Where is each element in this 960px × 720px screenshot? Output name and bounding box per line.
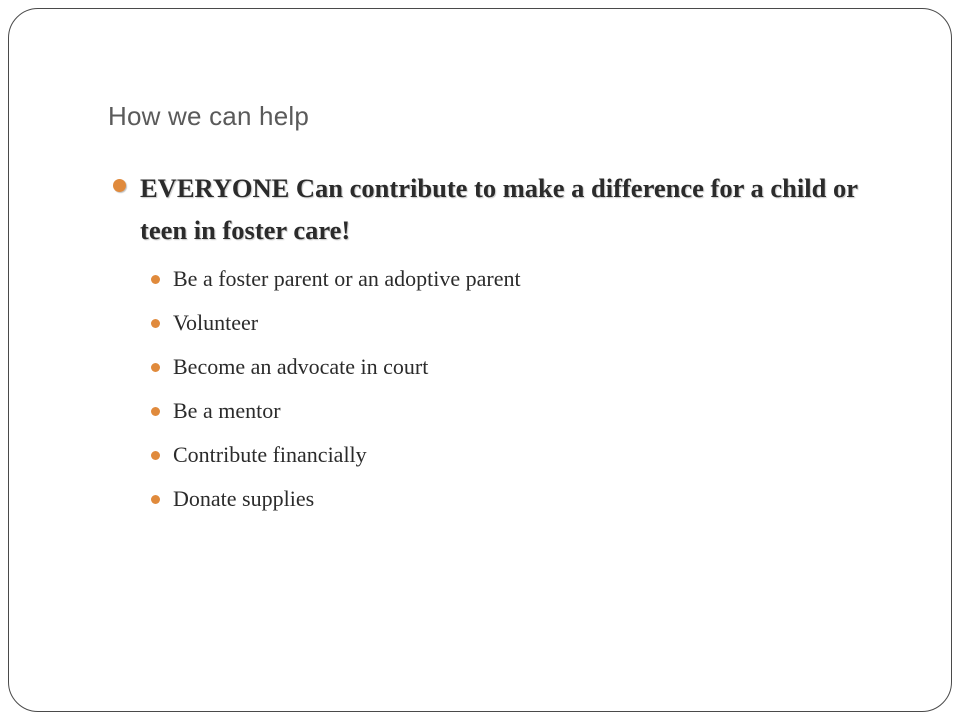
bullet-dot-icon <box>113 179 126 192</box>
bullet-dot-icon <box>151 407 160 416</box>
bullet-dot-icon <box>151 319 160 328</box>
list-item-label: Donate supplies <box>173 486 315 511</box>
slide <box>8 8 952 712</box>
bullet-dot-icon <box>151 495 160 504</box>
bullet-dot-icon <box>151 363 160 372</box>
slide-title: How we can help <box>108 101 309 131</box>
list-item-label: Be a mentor <box>173 398 281 423</box>
list-item <box>146 433 521 477</box>
list-item-label: Volunteer <box>173 310 259 335</box>
main-point-emphasis: EVERYONE <box>140 173 290 203</box>
list-item <box>146 301 521 345</box>
list-item <box>146 257 521 301</box>
main-bullet-point <box>108 167 908 251</box>
bullet-dot-icon <box>151 451 160 460</box>
list-item <box>146 477 521 521</box>
list-item-label: Become an advocate in court <box>173 354 429 379</box>
main-point-text <box>108 167 908 251</box>
list-item <box>146 389 521 433</box>
list-item-label: Be a foster parent or an adoptive parent <box>173 266 521 291</box>
list-item <box>146 345 521 389</box>
main-point-body: Can contribute to make a difference for a child or teen in foster care! <box>140 173 858 245</box>
bullet-dot-icon <box>151 275 160 284</box>
list-item-label: Contribute financially <box>173 442 367 467</box>
sub-bullet-list <box>146 257 521 521</box>
